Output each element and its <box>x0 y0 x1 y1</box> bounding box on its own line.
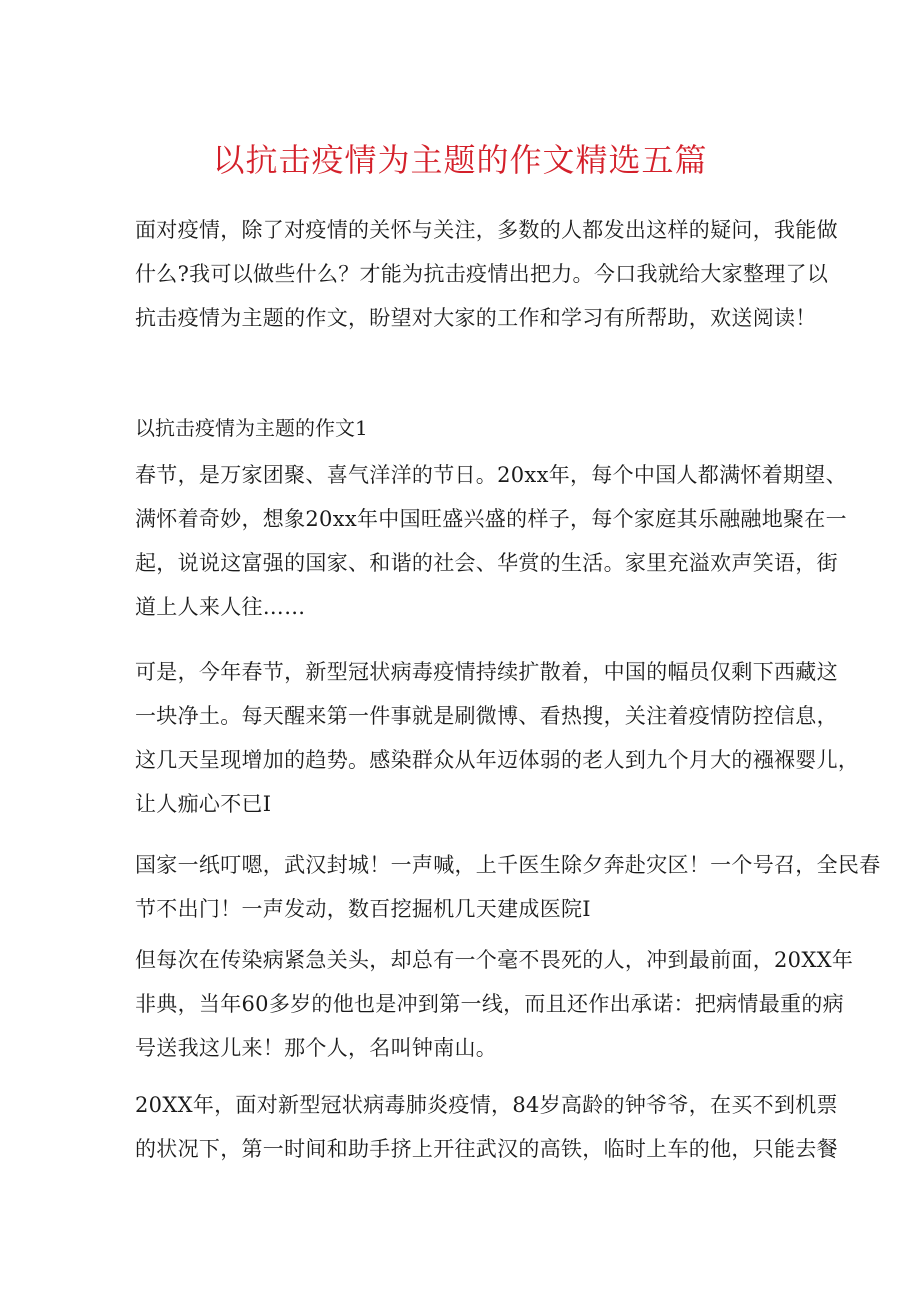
paragraph-line: 春节，是万家团聚、喜气洋洋的节日。20xx年，每个中国人都满怀着期望、 <box>135 463 847 487</box>
body-paragraph-1 <box>135 453 847 629</box>
intro-line: 面对疫情，除了对疫情的关怀与关注，多数的人都发出这样的疑问，我能做 <box>135 218 838 242</box>
paragraph-line: 号送我这儿来！那个人，名叫钟南山。 <box>135 1036 498 1060</box>
paragraph-line: 非典，当年60多岁的他也是冲到第一线，而且还作出承诺：把病情最重的病 <box>135 992 844 1016</box>
paragraph-line: 但每次在传染病紧急关头，却总有一个毫不畏死的人，冲到最前面，20XX年 <box>135 948 854 972</box>
paragraph-line: 的状况下，第一时间和助手挤上开往武汉的高铁，临时上车的他，只能去餐 <box>135 1137 838 1161</box>
body-paragraph-3 <box>135 843 881 931</box>
body-paragraph-5 <box>135 1083 838 1171</box>
intro-paragraph <box>135 208 838 340</box>
paragraph-line: 让人痂心不已I <box>135 792 272 816</box>
section-heading: 以抗击疫情为主题的作文1 <box>135 416 368 440</box>
paragraph-line: 可是，今年春节，新型冠状病毒疫情持续扩散着，中国的幅员仅剩下西藏这 <box>135 660 838 684</box>
paragraph-line: 满怀着奇妙，想象20xx年中国旺盛兴盛的样子，每个家庭其乐融融地聚在一 <box>135 507 847 531</box>
page-title: 以抗击疫情为主题的作文精选五篇 <box>212 141 708 179</box>
intro-line: 抗击疫情为主题的作文，盼望对大家的工作和学习有所帮助，欢送阅读！ <box>135 306 817 330</box>
paragraph-line: 节不出门！一声发动，数百挖掘机几天建成医院I <box>135 897 591 921</box>
intro-line: 什么?我可以做些什么？才能为抗击疫情出把力。今口我就给大家整理了以 <box>135 262 829 286</box>
paragraph-line: 这几天呈现增加的趋势。感染群众从年迈体弱的老人到九个月大的襁褓婴儿， <box>135 748 860 772</box>
paragraph-line: 一块净土。每天醒来第一件事就是刷微博、看热搜，关注着疫情防控信息， <box>135 704 838 728</box>
paragraph-line: 道上人来人往…… <box>135 595 306 619</box>
body-paragraph-4 <box>135 938 854 1070</box>
body-paragraph-2 <box>135 650 860 826</box>
paragraph-line: 起，说说这富强的国家、和谐的社会、华赏的生活。家里充溢欢声笑语，街 <box>135 551 838 575</box>
paragraph-line: 国家一纸叮嗯，武汉封城！一声喊，上千医生除夕奔赴灾区！一个号召，全民春 <box>135 853 881 877</box>
paragraph-line: 20XX年，面对新型冠状病毒肺炎疫情，84岁高龄的钟爷爷，在买不到机票 <box>135 1093 838 1117</box>
